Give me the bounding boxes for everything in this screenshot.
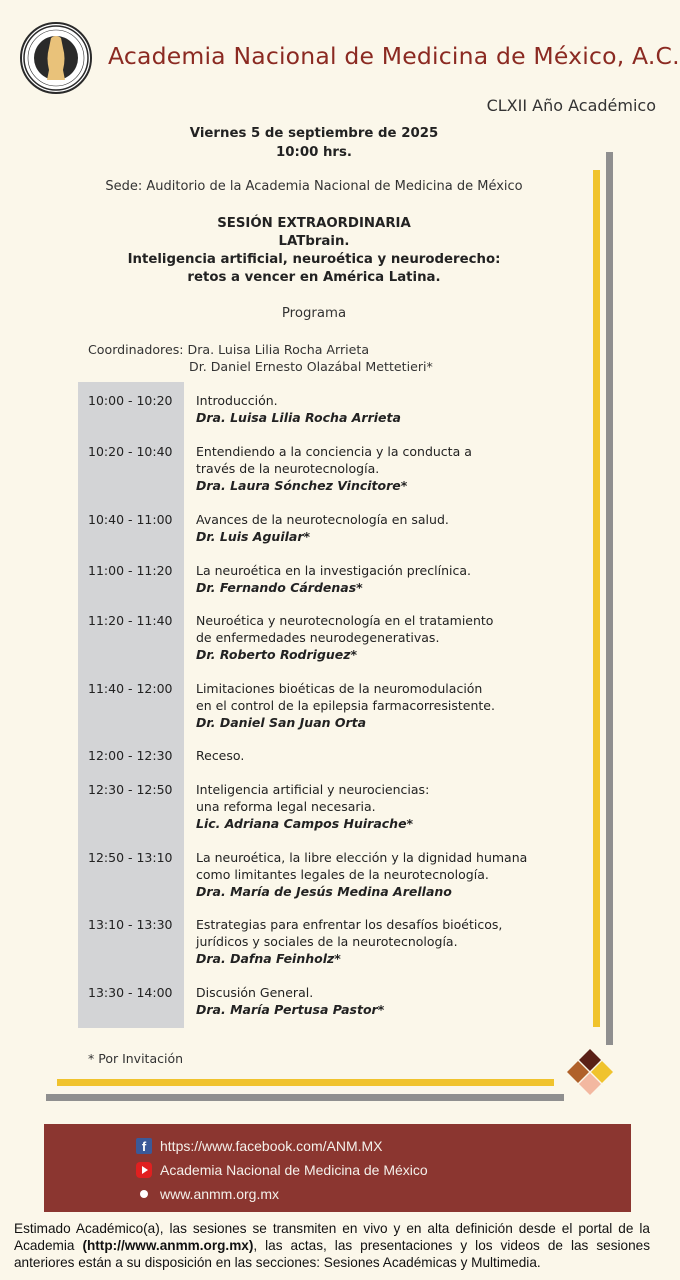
speaker-name: Dr. Roberto Rodriguez* [196,647,358,662]
coordinator-name: Dr. Daniel Ernesto Olazábal Mettetieri* [189,359,433,374]
schedule-description [196,612,596,663]
facebook-url[interactable]: https://www.facebook.com/ANM.MX [160,1138,383,1154]
academy-logo [20,22,92,94]
schedule-description [196,562,596,596]
invitation-footnote: * Por Invitación [88,1051,184,1066]
speaker-name: Dra. María de Jesús Medina Arellano [196,884,452,899]
schedule-description [196,849,596,900]
academy-seal-icon [22,24,90,92]
session-title-line2: Inteligencia artificial, neuroética y neuroderecho: [127,252,501,267]
schedule-time: 11:20 - 11:40 [88,613,173,628]
schedule-time: 13:10 - 13:30 [88,917,173,932]
topic-line: Estrategias para enfrentar los desafíos bioéticos, [196,917,503,932]
coordinator-name: Dra. Luisa Lilia Rocha Arrieta [187,342,370,357]
session-title-block [0,215,628,287]
schedule-description [196,916,596,967]
organization-title: Academia Nacional de Medicina de México, A.C. [108,42,680,70]
topic-line: jurídicos y sociales de la neurotecnología. [196,934,458,949]
session-title-line3: retos a vencer en América Latina. [187,270,441,285]
topic-line: una reforma legal necesaria. [196,799,376,814]
topic-line: de enfermedades neurodegenerativas. [196,630,440,645]
topic-line: Inteligencia artificial y neurociencias: [196,782,430,797]
topic-line: como limitantes legales de la neurotecnología. [196,867,489,882]
schedule-time: 12:50 - 13:10 [88,850,173,865]
website-url[interactable]: www.anmm.org.mx [160,1186,280,1202]
youtube-icon [136,1162,152,1178]
notice-url[interactable]: (http://www.anmm.org.mx) [82,1238,254,1253]
speaker-name: Dra. Dafna Feinholz* [196,951,341,966]
event-date-time [0,124,628,162]
topic-line: Neuroética y neurotecnología en el tratamiento [196,613,494,628]
schedule-time: 12:30 - 12:50 [88,782,173,797]
notice-text-part1: Estimado Académico(a), las sesiones se transmiten en vivo y en alta definición desde el portal de la Academia [14,1221,650,1253]
speaker-name: Dra. Laura Sónchez Vincitore* [196,478,408,493]
topic-line: Limitaciones bioéticas de la neuromodulación [196,681,483,696]
facebook-icon: f [136,1138,152,1154]
event-date: Viernes 5 de septiembre de 2025 [189,126,439,141]
streaming-notice [14,1220,650,1271]
schedule-description [196,984,596,1018]
topic-line: través de la neurotecnología. [196,461,380,476]
schedule-description [196,443,596,494]
topic-line: Discusión General. [196,985,314,1000]
topic-line: La neuroética, la libre elección y la dignidad humana [196,850,528,865]
schedule-description [196,781,596,832]
schedule-time: 10:00 - 10:20 [88,393,173,408]
topic-line: Receso. [196,748,245,763]
schedule-description [196,511,596,545]
schedule-time: 10:20 - 10:40 [88,444,173,459]
schedule-time: 12:00 - 12:30 [88,748,173,763]
topic-line: Introducción. [196,393,278,408]
schedule-time: 13:30 - 14:00 [88,985,173,1000]
contact-panel [44,1124,631,1212]
topic-line: La neuroética en la investigación preclínica. [196,563,471,578]
coordinators-label: Coordinadores: [88,342,184,357]
coordinators [88,341,433,375]
session-type: SESIÓN EXTRAORDINARIA [217,216,411,231]
website-link[interactable] [136,1184,279,1204]
event-time: 10:00 hrs. [276,145,352,160]
diamond-ornament-icon [565,1047,615,1097]
speaker-name: Dr. Fernando Cárdenas* [196,580,363,595]
event-venue: Sede: Auditorio de la Academia Nacional de Medicina de México [105,179,523,194]
youtube-link[interactable] [136,1160,428,1180]
schedule-time: 11:00 - 11:20 [88,563,173,578]
schedule-description [196,680,596,731]
schedule-time: 10:40 - 11:00 [88,512,173,527]
bullet-icon [136,1186,152,1202]
academic-year: CLXII Año Académico [486,96,656,115]
decorative-bar-gray-horizontal [46,1094,564,1101]
schedule-description [196,392,596,426]
topic-line: en el control de la epilepsia farmacorresistente. [196,698,495,713]
facebook-link[interactable] [136,1136,383,1156]
topic-line: Entendiendo a la conciencia y la conducta a [196,444,472,459]
decorative-bar-gray-vertical [606,152,613,1045]
session-title-line1: LATbrain. [278,234,350,249]
speaker-name: Dra. María Pertusa Pastor* [196,1002,385,1017]
notice-text-part2: , las actas, las presentaciones y los videos de las sesiones anteriores están a su disposición en las secciones: Sesiones Académicas y Multimedia. [14,1238,650,1270]
speaker-name: Dr. Luis Aguilar* [196,529,311,544]
speaker-name: Lic. Adriana Campos Huirache* [196,816,414,831]
speaker-name: Dr. Daniel San Juan Orta [196,715,367,730]
youtube-channel[interactable]: Academia Nacional de Medicina de México [160,1162,428,1178]
decorative-bar-yellow-horizontal [57,1079,554,1086]
program-heading: Programa [281,306,347,321]
schedule-description [196,747,596,764]
schedule-time: 11:40 - 12:00 [88,681,173,696]
speaker-name: Dra. Luisa Lilia Rocha Arrieta [196,410,401,425]
topic-line: Avances de la neurotecnología en salud. [196,512,449,527]
